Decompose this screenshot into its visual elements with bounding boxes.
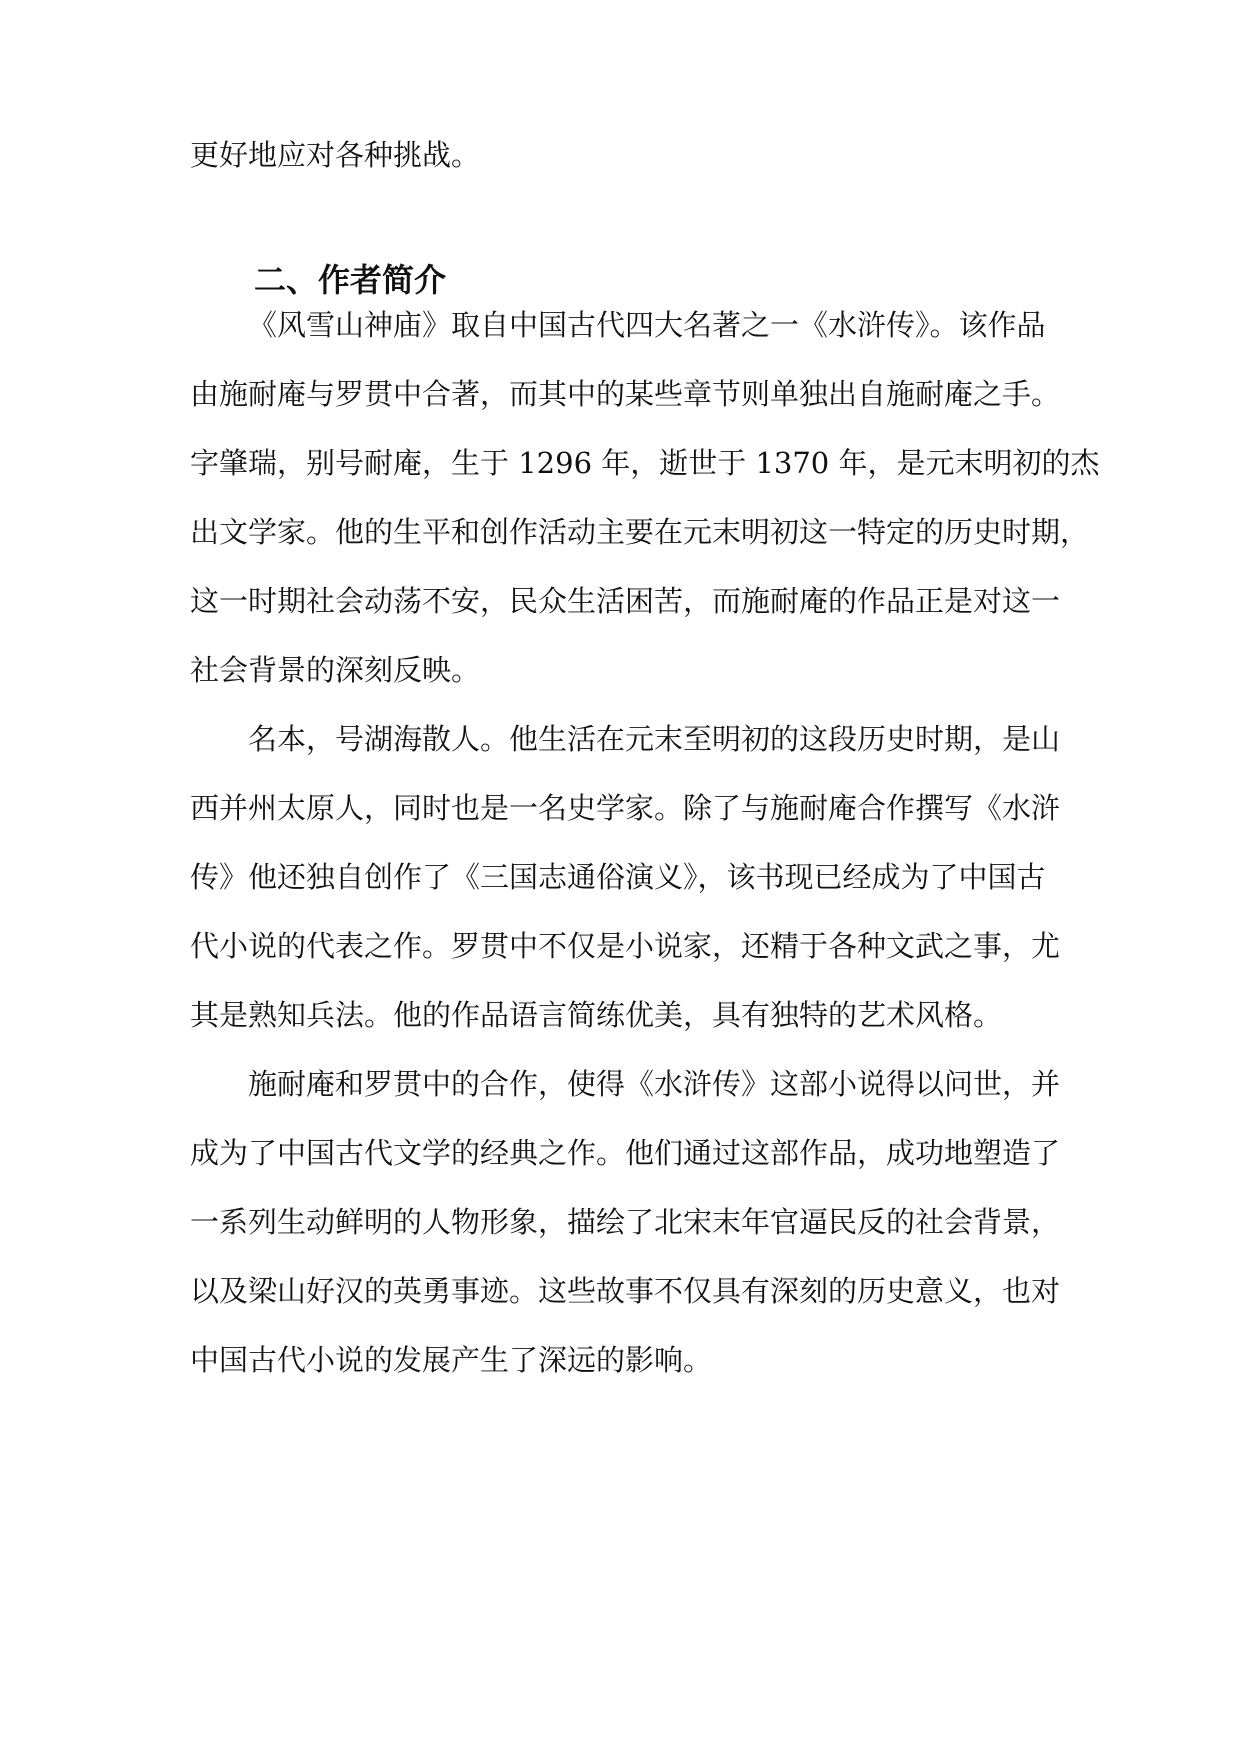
paragraph-2-line-3: 传》他还独自创作了《三国志通俗演义》，该书现已经成为了中国古 [190,860,1046,894]
paragraph-3-line-4: 以及梁山好汉的英勇事迹。这些故事不仅具有深刻的历史意义，也对 [190,1274,1061,1308]
paragraph-3-line-1: 施耐庵和罗贯中的合作，使得《水浒传》这部小说得以问世，并 [248,1067,1061,1101]
paragraph-3-line-2: 成为了中国古代文学的经典之作。他们通过这部作品，成功地塑造了 [190,1136,1061,1170]
paragraph-1-line-4: 出文学家。他的生平和创作活动主要在元末明初这一特定的历史时期， [190,515,1090,549]
paragraph-1-line-3: 字肇瑞，别号耐庵，生于 1296 年，逝世于 1370 年，是元末明初的杰 [190,446,1100,480]
section-heading: 二、作者简介 [254,261,447,299]
paragraph-2-line-2: 西并州太原人，同时也是一名史学家。除了与施耐庵合作撰写《水浒 [190,791,1061,825]
lead-line: 更好地应对各种挑战。 [190,138,481,172]
paragraph-1-line-5: 这一时期社会动荡不安，民众生活困苦，而施耐庵的作品正是对这一 [190,584,1061,618]
paragraph-2-line-4: 代小说的代表之作。罗贯中不仅是小说家，还精于各种文武之事，尤 [190,929,1061,963]
paragraph-3-line-5: 中国古代小说的发展产生了深远的影响。 [190,1343,713,1377]
paragraph-2-line-5: 其是熟知兵法。他的作品语言简练优美，具有独特的艺术风格。 [190,998,1003,1032]
paragraph-1-line-6: 社会背景的深刻反映。 [190,653,481,687]
paragraph-2-line-1: 名本，号湖海散人。他生活在元末至明初的这段历史时期，是山 [248,722,1061,756]
paragraph-1-line-2: 由施耐庵与罗贯中合著，而其中的某些章节则单独出自施耐庵之手。 [190,377,1061,411]
paragraph-3-line-3: 一系列生动鲜明的人物形象，描绘了北宋末年官逼民反的社会背景， [190,1205,1061,1239]
paragraph-1-line-1: 《风雪山神庙》取自中国古代四大名著之一《水浒传》。该作品 [248,308,1046,342]
